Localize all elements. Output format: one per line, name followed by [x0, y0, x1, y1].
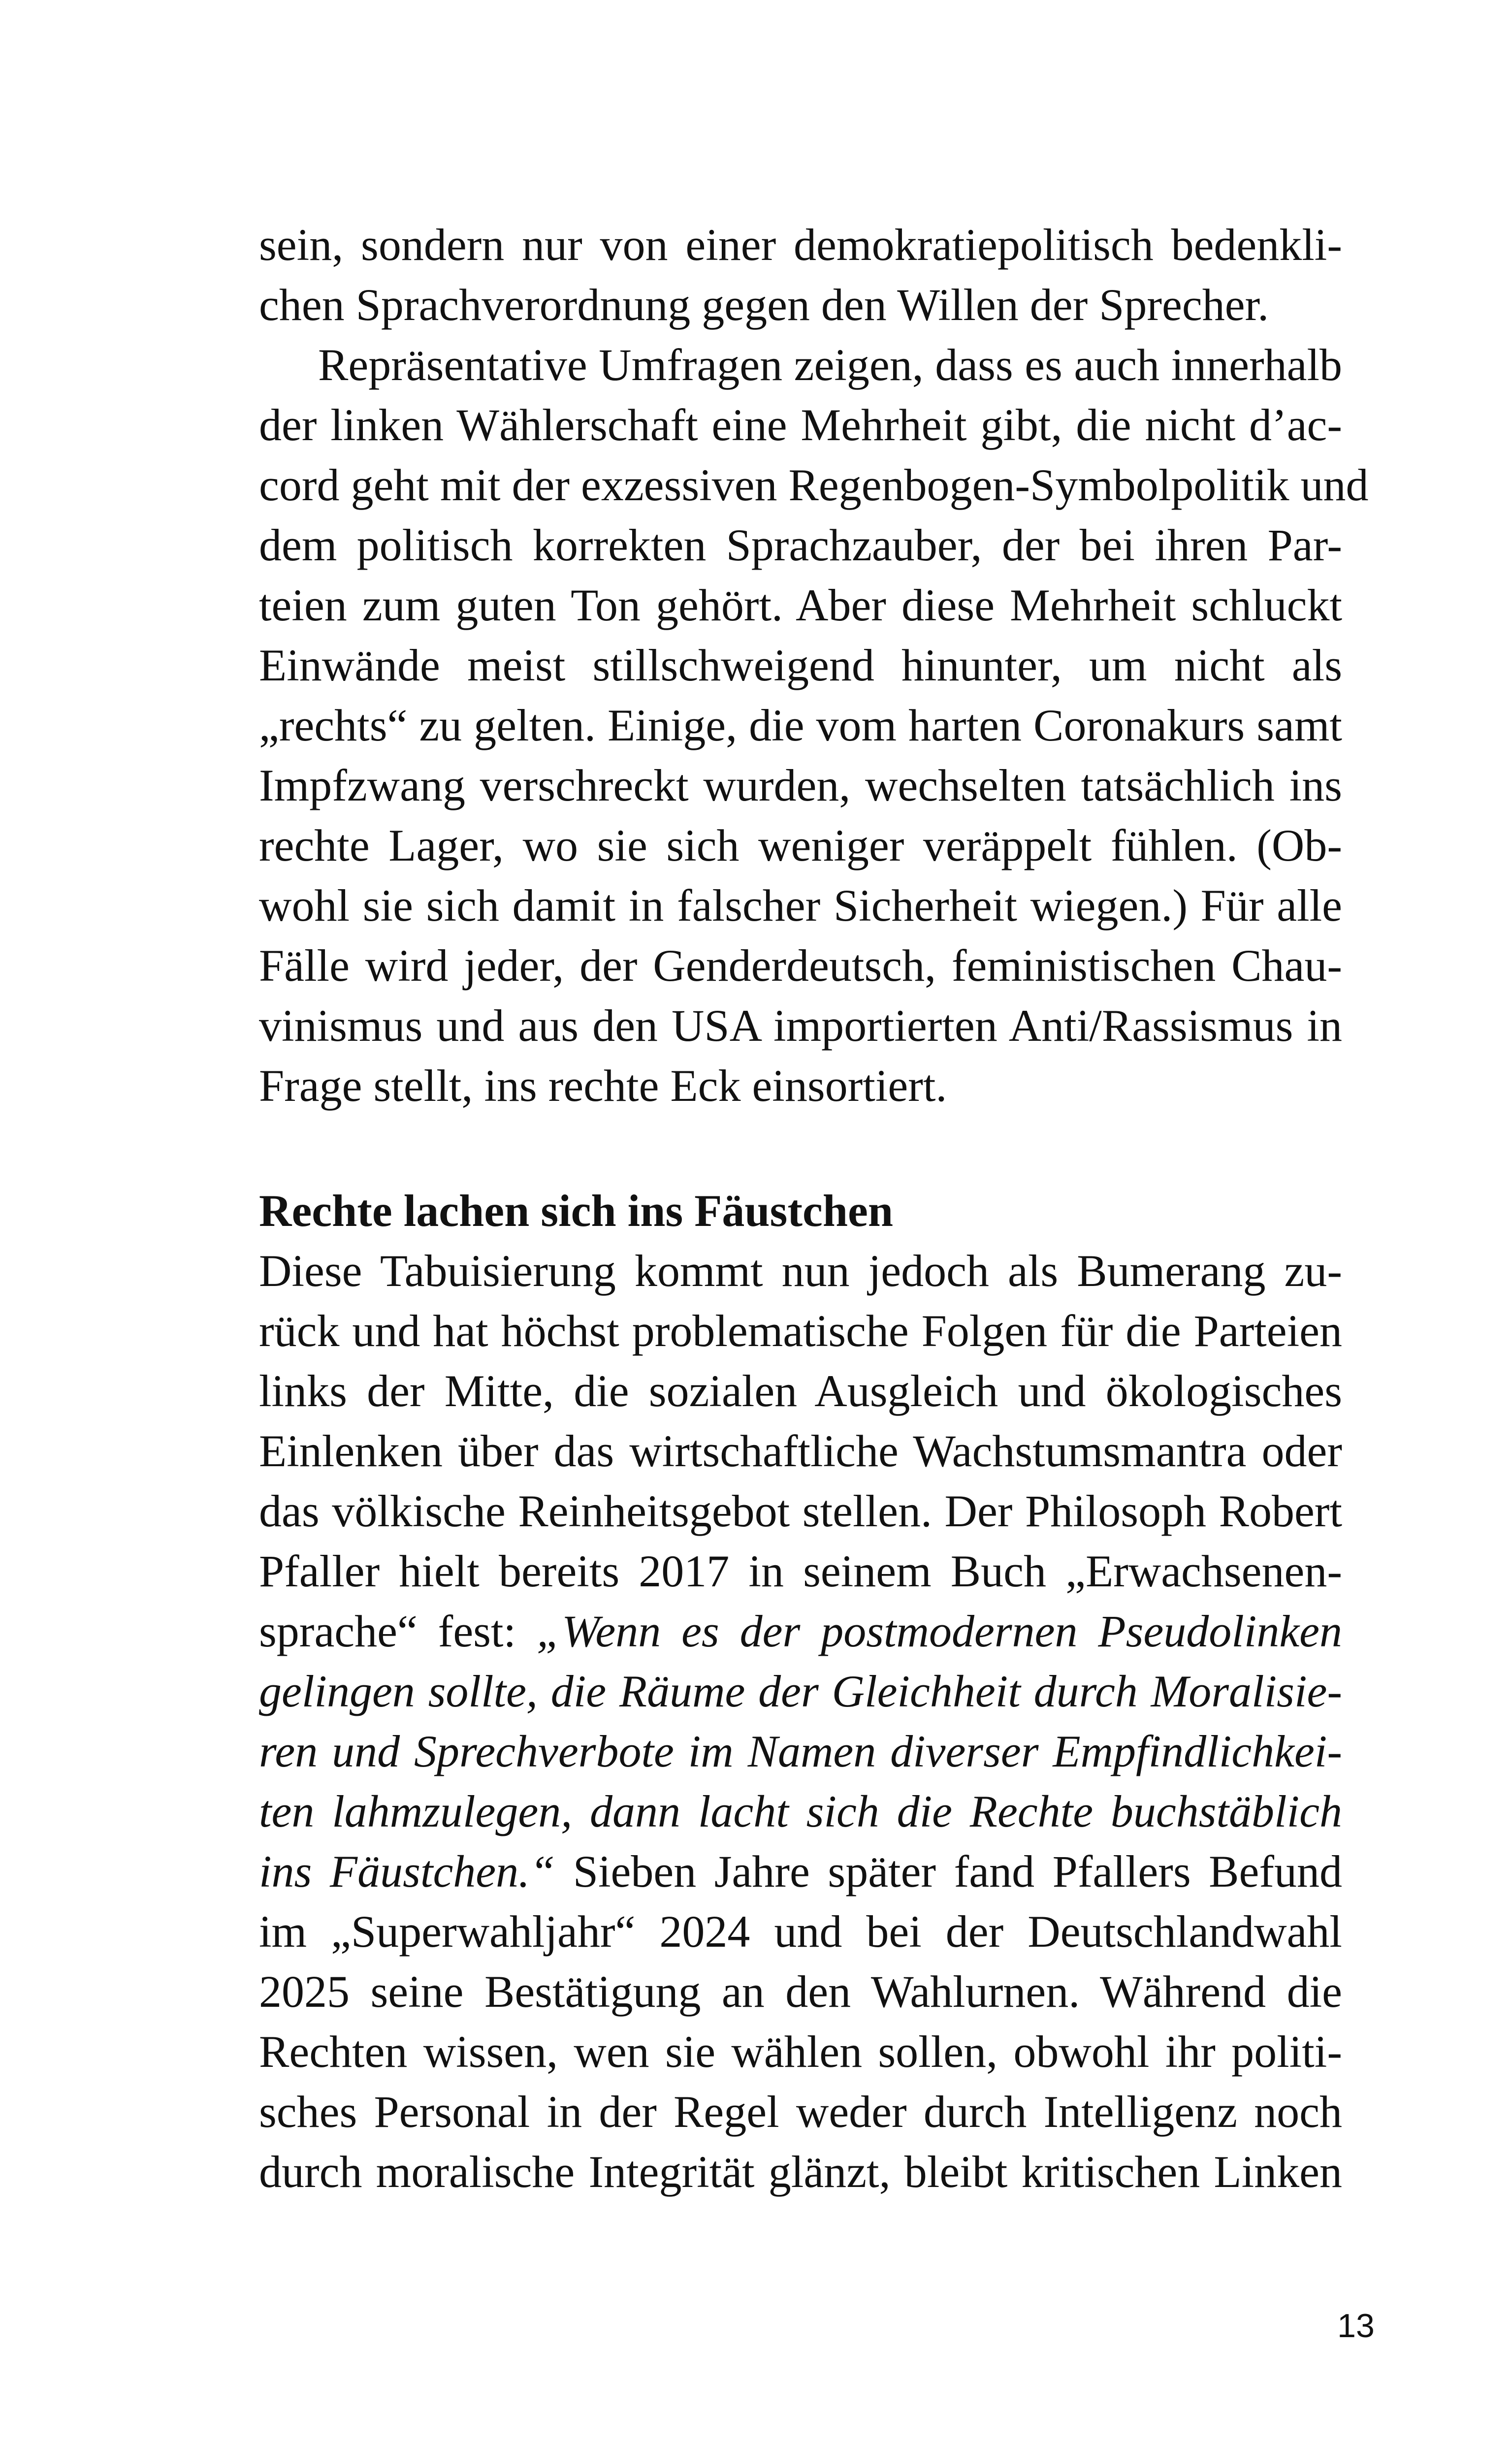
paragraph-continuation: [259, 215, 1342, 335]
text-line: dem politisch korrekten Sprachzauber, der bei ihren Par-: [259, 520, 1342, 570]
text-line: rechte Lager, wo sie sich weniger veräppelt fühlen. (Ob-: [259, 820, 1342, 870]
quote-line: ten lahmzulegen, dann lacht sich die Rechte buchstäblich: [259, 1786, 1342, 1836]
quote-line: ren und Sprechverbote im Namen diverser Empfindlichkei-: [259, 1726, 1342, 1776]
text-line: Pfaller hielt bereits 2017 in seinem Buch „Erwachsenen-: [259, 1546, 1342, 1596]
text-line: chen Sprachverordnung gegen den Willen der Sprecher.: [259, 280, 1269, 330]
text-line: Frage stellt, ins rechte Eck einsortiert.: [259, 1061, 947, 1111]
text-run: sprache“ fest:: [259, 1606, 537, 1656]
paragraph-tabuisierung: [259, 1241, 1342, 2202]
text-line: vinismus und aus den USA importierten Anti/Rassismus in: [259, 1000, 1342, 1051]
quote-run: ins Fäustchen.“: [259, 1846, 555, 1897]
quote-run: „Wenn es der postmodernen Pseudolinken: [537, 1606, 1342, 1656]
text-line: „rechts“ zu gelten. Einige, die vom harten Coronakurs samt: [259, 700, 1342, 750]
text-line: Einlenken über das wirtschaftliche Wachstumsmantra oder: [259, 1426, 1342, 1476]
text-line-mixed: [259, 1841, 1342, 1901]
text-line: durch moralische Integrität glänzt, bleibt kritischen Linken: [259, 2147, 1342, 2197]
section-heading: Rechte lachen sich ins Fäustchen: [259, 1186, 893, 1236]
paragraph-umfragen: [259, 335, 1369, 1116]
text-line: Fälle wird jeder, der Genderdeutsch, feministischen Chau-: [259, 940, 1342, 991]
text-line: im „Superwahljahr“ 2024 und bei der Deutschlandwahl: [259, 1906, 1342, 1957]
text-line: wohl sie sich damit in falscher Sicherheit wiegen.) Für alle: [259, 880, 1342, 931]
text-line: Repräsentative Umfragen zeigen, dass es auch innerhalb: [318, 340, 1342, 390]
quote-line: gelingen sollte, die Räume der Gleichheit durch Moralisie-: [259, 1666, 1342, 1716]
text-line: sein, sondern nur von einer demokratiepolitisch bedenkli-: [259, 220, 1342, 270]
text-line: teien zum guten Ton gehört. Aber diese Mehrheit schluckt: [259, 580, 1342, 630]
text-run: Sieben Jahre später fand Pfallers Befund: [555, 1846, 1342, 1897]
text-line: sches Personal in der Regel weder durch Intelligenz noch: [259, 2087, 1342, 2137]
text-line: Diese Tabuisierung kommt nun jedoch als Bumerang zu-: [259, 1246, 1342, 1296]
text-line: Einwände meist stillschweigend hinunter, um nicht als: [259, 640, 1342, 690]
text-line: der linken Wählerschaft eine Mehrheit gibt, die nicht d’ac-: [259, 400, 1342, 450]
text-line: cord geht mit der exzessiven Regenbogen-Symbolpolitik und: [259, 460, 1369, 510]
text-line-mixed: [259, 1601, 1342, 1661]
text-line: das völkische Reinheitsgebot stellen. Der Philosoph Robert: [259, 1486, 1342, 1536]
text-line: rück und hat höchst problematische Folgen für die Parteien: [259, 1306, 1342, 1356]
text-line: 2025 seine Bestätigung an den Wahlurnen. Während die: [259, 1966, 1342, 2017]
text-line: Impfzwang verschreckt wurden, wechselten tatsächlich ins: [259, 760, 1342, 810]
text-line: Rechten wissen, wen sie wählen sollen, obwohl ihr politi-: [259, 2026, 1342, 2077]
text-line: links der Mitte, die sozialen Ausgleich und ökologisches: [259, 1366, 1342, 1416]
page-number: 13: [1337, 2307, 1375, 2345]
